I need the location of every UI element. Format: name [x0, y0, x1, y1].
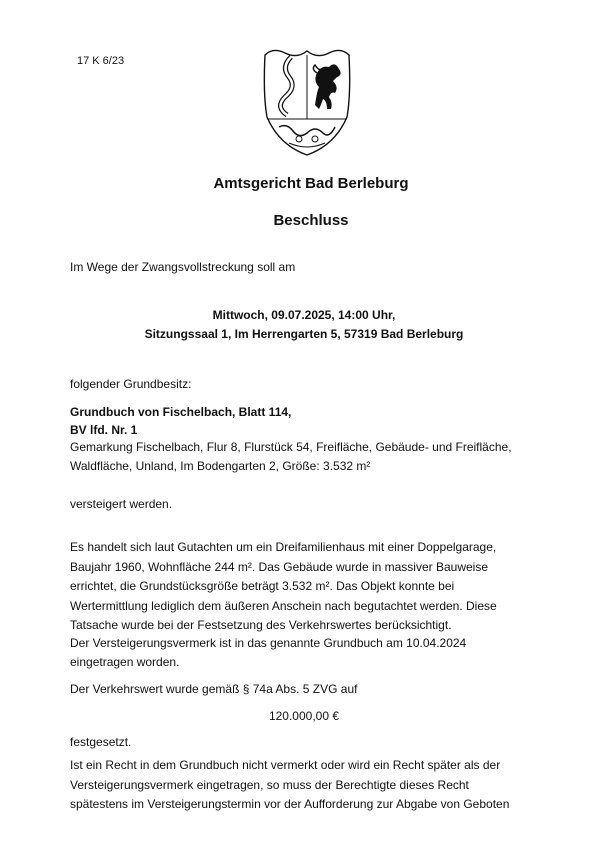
intro-text: Im Wege der Zwangsvollstreckung soll am	[70, 260, 296, 274]
auction-venue: Sitzungssaal 1, Im Herrengarten 5, 57319 Bad Berleburg	[144, 327, 464, 341]
fixed-statement: festgesetzt.	[70, 735, 132, 749]
market-value-text: Der Verkehrswert wurde gemäß § 74a Abs. 5 ZVG auf	[70, 682, 358, 696]
appraisal-line: Baujahr 1960, Wohnfläche 244 m². Das Gebäude wurde in massiver Bauweise	[70, 559, 489, 574]
document-title: Beschluss	[273, 212, 349, 229]
inventory-number: BV lfd. Nr. 1	[70, 423, 138, 437]
nrw-coat-of-arms-icon	[259, 47, 355, 157]
land-register: Grundbuch von Fischelbach, Blatt 114,	[70, 405, 292, 419]
registration-note: Der Versteigerungsvermerk ist in das genannte Grundbuch am 10.04.2024	[70, 636, 467, 650]
rights-line: Versteigerungsvermerk eingetragen, so muss der Berechtigte dieses Recht	[70, 777, 469, 792]
appraisal-line: Tatsache wurde bei der Festsetzung des Verkehrswertes berücksichtigt.	[70, 618, 452, 632]
auction-date: Mittwoch, 09.07.2025, 14:00 Uhr,	[212, 308, 396, 322]
parcel-description-cont: Waldfläche, Unland, Im Bodengarten 2, Größe: 3.532 m²	[70, 459, 371, 473]
appraisal-line: errichtet, die Grundstücksgröße beträgt 3.532 m². Das Objekt konnte bei	[70, 579, 455, 593]
rights-paragraph	[70, 756, 538, 815]
court-name: Amtsgericht Bad Berleburg	[213, 175, 409, 192]
registration-note-cont: eingetragen worden.	[70, 655, 180, 669]
parcel-description: Gemarkung Fischelbach, Flur 8, Flurstück 54, Freifläche, Gebäude- und Freifläche,	[70, 440, 512, 454]
appraisal-line: Wertermittlung lediglich dem äußeren Anschein nach begutachtet werden. Diese	[70, 598, 497, 613]
property-label: folgender Grundbesitz:	[70, 377, 192, 391]
rights-line: spätestens im Versteigerungstermin vor der Aufforderung zur Abgabe von Geboten	[70, 797, 510, 811]
rights-line: Ist ein Recht in dem Grundbuch nicht vermerkt oder wird ein Recht später als der	[70, 758, 501, 772]
auction-statement: versteigert werden.	[70, 497, 173, 511]
appraisal-paragraph	[70, 538, 538, 636]
file-number: 17 K 6/23	[77, 55, 125, 67]
market-value-amount: 120.000,00 €	[268, 709, 340, 723]
appraisal-line: Es handelt sich laut Gutachten um ein Dreifamilienhaus mit einer Doppelgarage,	[70, 540, 497, 554]
